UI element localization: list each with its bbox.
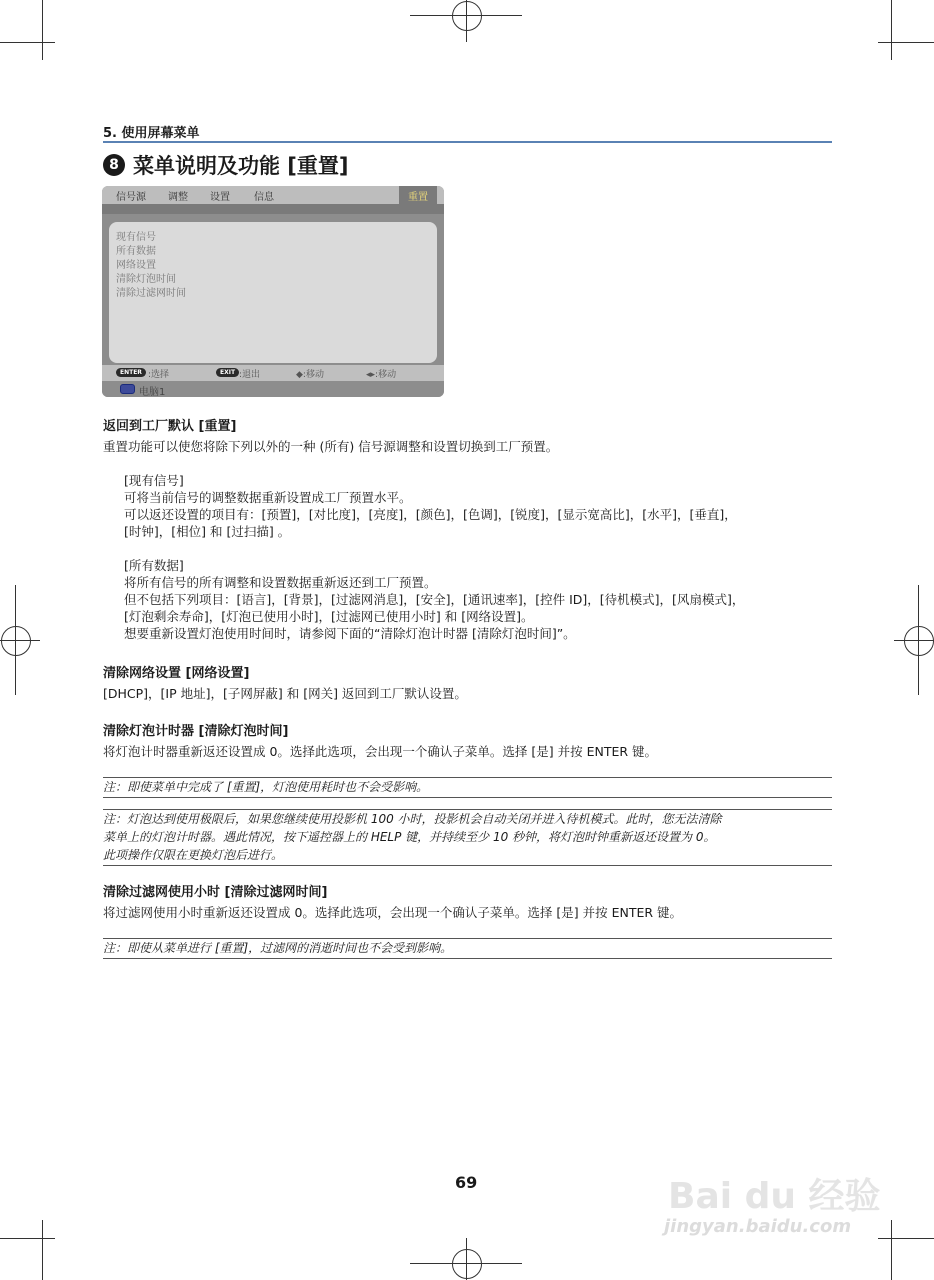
crop-mark <box>42 0 43 60</box>
all-data-line: 但不包括下列项目：[语言]，[背景]，[过滤网消息]，[安全]，[通讯速率]，[控件 ID]，[待机模式]，[风扇模式]， <box>124 592 745 607</box>
section-number-badge: 8 <box>103 154 125 176</box>
menu-item-clear-filter[interactable]: 清除过滤网时间 <box>116 288 186 299</box>
menu-footer <box>102 365 444 381</box>
tab-source[interactable]: 信号源 <box>116 192 146 203</box>
exit-key-badge: EXIT <box>216 368 239 377</box>
registration-circle <box>904 626 934 656</box>
menu-source-bar <box>102 381 444 397</box>
source-label: 电脑1 <box>139 387 166 397</box>
lamp-limit-note-line: 注：灯泡达到使用极限后，如果您继续使用投影机 100 小时，投影机会自动关闭并进入待机模式。此时，您无法清除 <box>103 812 722 826</box>
updown-hint: ◆:移动 <box>296 370 324 380</box>
menu-item-clear-lamp[interactable]: 清除灯泡时间 <box>116 274 176 285</box>
filter-heading: 清除过滤网使用小时 [清除过滤网时间] <box>103 885 328 900</box>
current-signal-label: [现有信号] <box>124 473 184 488</box>
watermark-url: jingyan.baidu.com <box>664 1216 852 1237</box>
network-heading: 清除网络设置 [网络设置] <box>103 666 250 681</box>
registration-circle <box>1 626 31 656</box>
lamp-limit-note-line: 菜单上的灯泡计时器。遇此情况，按下遥控器上的 HELP 键，并持续至少 10 秒钟，将灯泡时钟重新返还设置为 0。 <box>103 830 716 844</box>
network-desc: [DHCP]，[IP 地址]，[子网屏蔽] 和 [网关] 返回到工厂默认设置。 <box>103 686 467 701</box>
current-signal-line: 可以返还设置的项目有：[预置]，[对比度]，[亮度]，[颜色]，[色调]，[锐度]，[显示宽高比]，[水平]，[垂直]， <box>124 507 737 522</box>
lamp-heading: 清除灯泡计时器 [清除灯泡时间] <box>103 724 289 739</box>
factory-default-heading: 返回到工厂默认 [重置] <box>103 419 237 434</box>
all-data-line: 将所有信号的所有调整和设置数据重新返还到工厂预置。 <box>124 575 437 590</box>
tab-info[interactable]: 信息 <box>254 192 274 203</box>
page-title <box>103 150 349 180</box>
all-data-label: [所有数据] <box>124 558 184 573</box>
crop-mark <box>0 1238 55 1239</box>
menu-item-current-signal[interactable]: 现有信号 <box>116 232 156 243</box>
enter-hint: :选择 <box>148 370 170 380</box>
filter-desc: 将过滤网使用小时重新返还设置成 0。选择此选项，会出现一个确认子菜单。选择 [是] 并按 ENTER 键。 <box>103 905 683 920</box>
monitor-icon <box>120 384 135 394</box>
enter-key-badge: ENTER <box>116 368 146 377</box>
current-signal-line: 可将当前信号的调整数据重新设置成工厂预置水平。 <box>124 490 412 505</box>
filter-note: 注：即使从菜单进行 [重置]，过滤网的消逝时间也不会受到影响。 <box>103 941 453 955</box>
tab-reset[interactable]: 重置 <box>399 186 437 204</box>
section-heading: 5. 使用屏幕菜单 <box>103 126 200 141</box>
factory-default-desc: 重置功能可以使您将除下列以外的一种 (所有) 信号源调整和设置切换到工厂预置。 <box>103 439 559 454</box>
lamp-note: 注：即使菜单中完成了 [重置]，灯泡使用耗时也不会受影响。 <box>103 780 429 794</box>
filter-note-box <box>103 938 832 959</box>
exit-hint: :退出 <box>239 370 261 380</box>
all-data-line: 想要重新设置灯泡使用时间时，请参阅下面的“清除灯泡计时器 [清除灯泡时间]”。 <box>124 626 576 641</box>
crop-mark <box>891 1220 892 1280</box>
all-data-line: [灯泡剩余寿命]，[灯泡已使用小时]，[过滤网已使用小时] 和 [网络设置]。 <box>124 609 534 624</box>
current-signal-line: [时钟]，[相位] 和 [过扫描] 。 <box>124 524 291 539</box>
lamp-note-box <box>103 777 832 798</box>
menu-band <box>102 204 444 214</box>
crop-mark <box>42 1220 43 1280</box>
crop-mark <box>878 1238 934 1239</box>
watermark-logo: Bai du 经验 <box>668 1176 881 1217</box>
menu-screenshot <box>102 186 444 397</box>
registration-circle <box>452 1249 482 1279</box>
tab-setup[interactable]: 设置 <box>210 192 230 203</box>
page-number: 69 <box>455 1173 478 1192</box>
crop-mark <box>891 0 892 60</box>
page-title-text: 菜单说明及功能 [重置] <box>133 154 349 178</box>
crop-mark <box>0 42 55 43</box>
section-rule <box>103 141 832 143</box>
registration-circle <box>452 1 482 31</box>
menu-tab-bar <box>102 186 444 204</box>
menu-item-network[interactable]: 网络设置 <box>116 260 156 271</box>
leftright-hint: ◂▸:移动 <box>366 370 397 380</box>
lamp-desc: 将灯泡计时器重新返还设置成 0。选择此选项，会出现一个确认子菜单。选择 [是] 并按 ENTER 键。 <box>103 744 658 759</box>
menu-panel <box>109 222 437 363</box>
tab-adjust[interactable]: 调整 <box>168 192 188 203</box>
lamp-limit-note-box <box>103 809 832 866</box>
lamp-limit-note-line: 此项操作仅限在更换灯泡后进行。 <box>103 848 284 862</box>
menu-item-all-data[interactable]: 所有数据 <box>116 246 156 257</box>
crop-mark <box>878 42 934 43</box>
